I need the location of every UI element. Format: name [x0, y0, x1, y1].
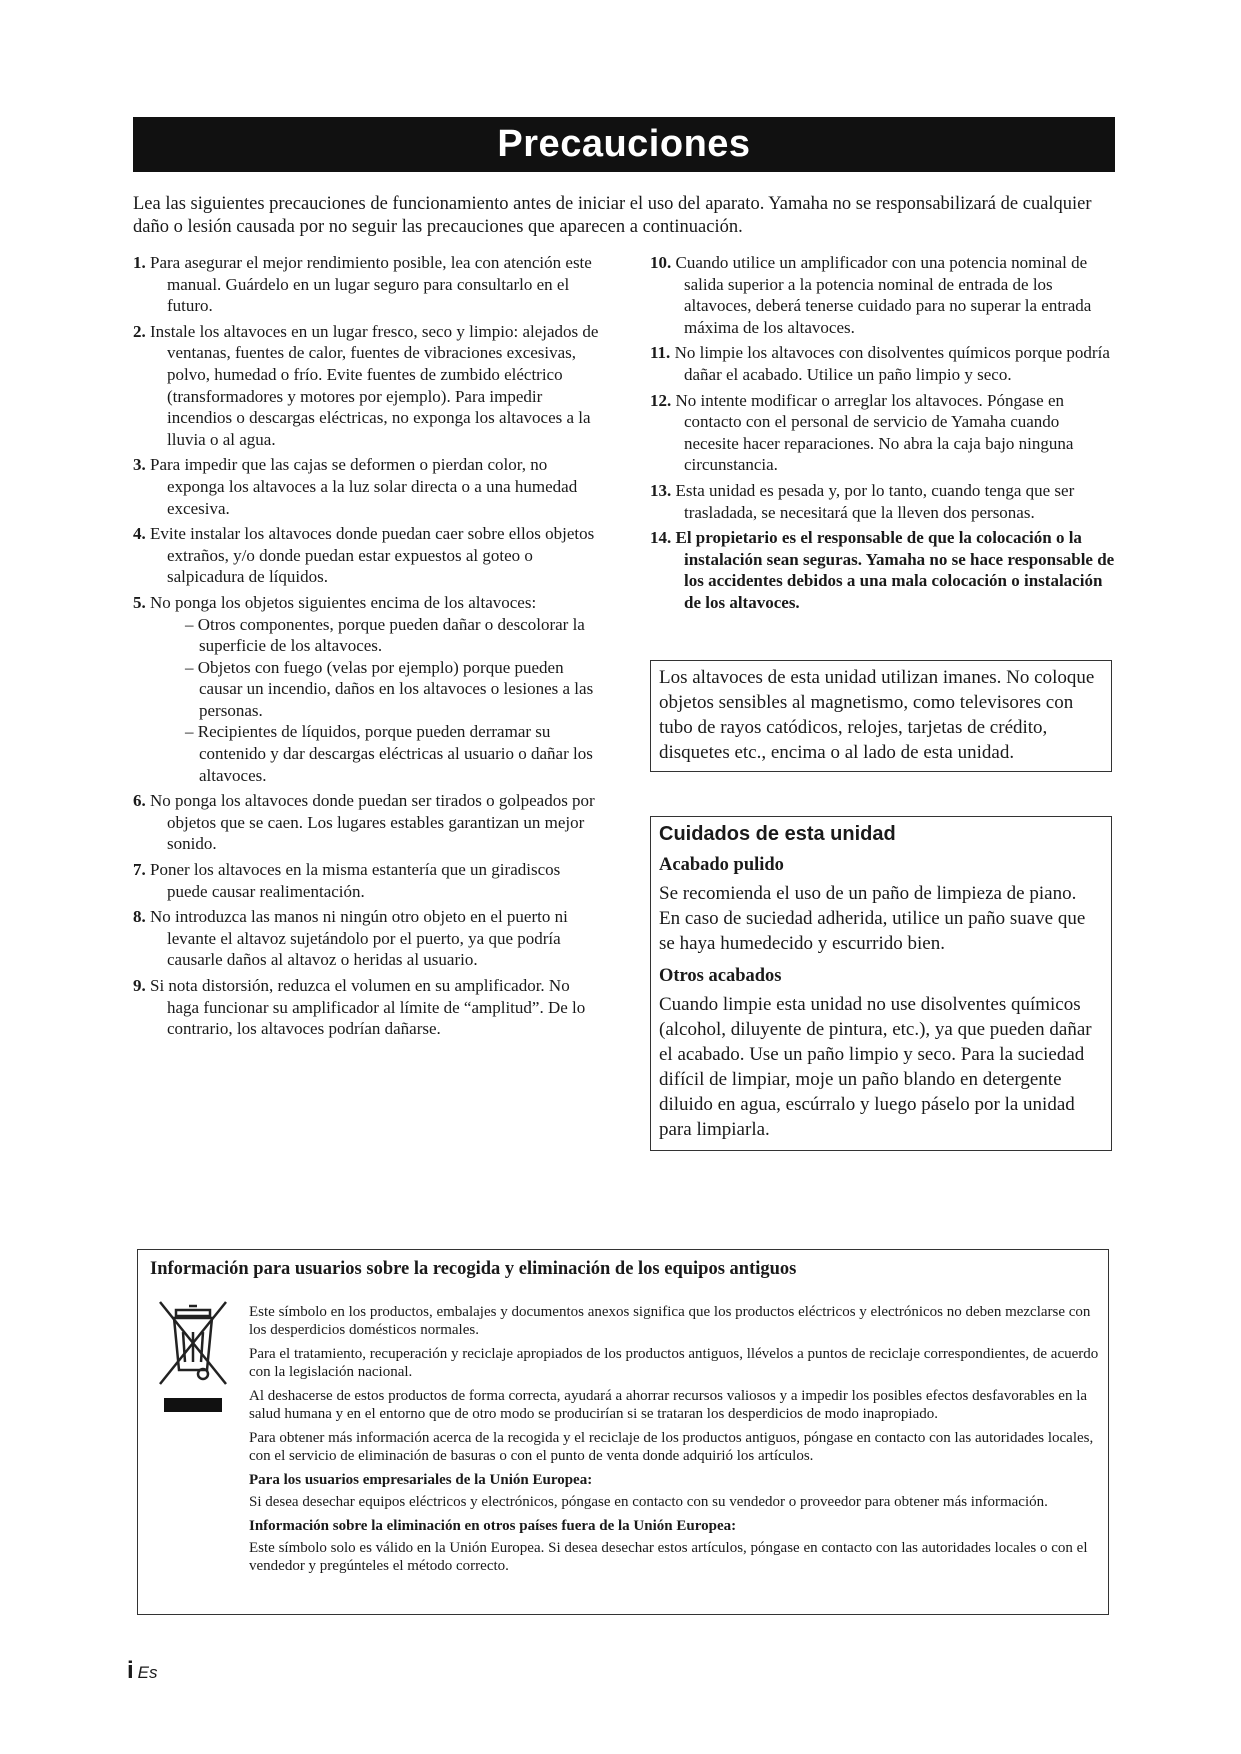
precaution-text: El propietario es el responsable de que la colocación o la instalación sean seguras. Yamaha no se hace responsable de los accidentes debidos a una mala colocación o instalación de los altavoces.: [675, 528, 1115, 612]
precaution-number: 3.: [133, 455, 146, 475]
precautions-list-left: [133, 252, 603, 1040]
crossed-out-wheelie-bin-icon: [156, 1298, 230, 1422]
weee-outside-title: Información sobre la eliminación en otros países fuera de la Unión Europea:: [249, 1518, 737, 1534]
precaution-text: Evite instalar los altavoces donde puedan caer sobre ellos objetos extraños, y/o donde puedan estar expuestos al goteo o salpicadura de líquidos.: [150, 524, 595, 587]
precaution-subitem: – Otros componentes, porque pueden dañar o descolorar la superficie de los altavoces.: [185, 614, 585, 656]
precaution-text: Instale los altavoces en un lugar fresco, seco y limpio: alejados de ventanas, fuentes de calor, fuentes de vibraciones excesivas, polvo, humedad o frío. Evite fuentes de zumbido eléctrico (transformadores y motores por ejemplo). Para impedir incendios o descargas eléctricas, no exponga los altavoces a la lluvia o al agua.: [150, 321, 599, 449]
title-bar: [133, 117, 1115, 172]
precaution-text: Para impedir que las cajas se deformen o pierdan color, no exponga los altavoces a la luz solar directa o a una humedad excesiva.: [150, 455, 578, 518]
precaution-number: 10.: [650, 253, 672, 272]
precaution-subitem: – Objetos con fuego (velas por ejemplo) porque pueden causar un incendio, daños en los altavoces o lesiones a las personas.: [185, 657, 594, 720]
precaution-item: [133, 454, 603, 519]
precaution-text: No limpie los altavoces con disolventes químicos porque podría dañar el acabado. Utilice un paño limpio y seco.: [674, 343, 1110, 384]
precaution-text: No ponga los objetos siguientes encima de los altavoces:: [150, 592, 537, 612]
precaution-item: [650, 342, 1118, 385]
precaution-number: 8.: [133, 907, 146, 927]
precaution-number: 11.: [650, 343, 671, 363]
precaution-number: 1.: [133, 253, 146, 272]
precaution-item: [650, 252, 1118, 338]
precaution-item: [133, 790, 603, 855]
precaution-text: Poner los altavoces en la misma estantería que un giradiscos puede causar realimentación.: [150, 860, 561, 901]
weee-paragraph-3: Al deshacerse de estos productos de forma correcta, ayudará a ahorrar recursos valiosos y a impedir los posibles efectos desfavorables en la salud humana y en el entorno que de otro modo se producirían si se trataran los desperdicios de modo inapropiado.: [249, 1388, 1088, 1422]
precaution-item: [133, 321, 603, 451]
weee-info-box: [137, 1249, 1109, 1615]
precaution-item: [650, 527, 1118, 613]
precaution-item: [650, 480, 1118, 523]
precaution-text: No ponga los altavoces donde puedan ser tirados o golpeados por objetos que se caen. Los lugares estables garantizan un mejor sonido.: [150, 791, 595, 854]
precaution-text: Para asegurar el mejor rendimiento posible, lea con atención este manual. Guárdelo en un lugar seguro para consultarlo en el futuro.: [150, 253, 592, 316]
precaution-item: [133, 592, 603, 786]
magnet-notice-text: Los altavoces de esta unidad utilizan imanes. No coloque objetos sensibles al magnetismo, como televisores con tubo de rayos catódicos, relojes, tarjetas de crédito, disquetes etc., encima o al lado de esta unidad.: [659, 667, 1095, 763]
other-finish-text: Cuando limpie esta unidad no use disolventes químicos (alcohol, diluyente de pintura, etc.), ya que pueden dañar el acabado. Use un paño limpio y seco. Para la suciedad difícil de limpiar, moje un paño blando en detergente diluido en agua, escúrralo y luego páselo por la unidad para limpiarla.: [659, 994, 1092, 1140]
precaution-sublist: [167, 614, 603, 787]
precaution-number: 5.: [133, 592, 146, 612]
other-finish-title: Otros acabados: [659, 966, 782, 986]
precaution-item: [133, 252, 603, 317]
precaution-number: 6.: [133, 791, 146, 811]
precaution-text: Esta unidad es pesada y, por lo tanto, cuando tenga que ser trasladada, se necesitará que la lleven dos personas.: [675, 480, 1075, 522]
weee-outside-text: Este símbolo solo es válido en la Unión Europea. Si desea desechar estos artículos, póngase en contacto con las autoridades locales o con el vendedor y pregúnteles el método correcto.: [249, 1540, 1088, 1574]
weee-text-block: [249, 1303, 1099, 1581]
weee-business-text: Si desea desechar equipos eléctricos y electrónicos, póngase en contacto con su vendedor o proveedor para obtener más información.: [249, 1494, 1048, 1510]
intro-paragraph: Lea las siguientes precauciones de funcionamiento antes de iniciar el uso del aparato. Yamaha no se responsabilizará de cualquier daño o lesión causada por no seguir las precauciones que aparecen a continuación.: [133, 194, 1092, 237]
precaution-text: No introduzca las manos ni ningún otro objeto en el puerto ni levante el altavoz sujetándolo por el puerto, ya que podría causarle daños al altavoz o heridas al usuario.: [150, 907, 568, 970]
precaution-item: [133, 906, 603, 971]
precaution-text: Cuando utilice un amplificador con una potencia nominal de salida superior a la potencia nominal de entrada de los altavoces, deberá tenerse cuidado para no superar la entrada máxima de los altavoces.: [675, 253, 1092, 337]
precaution-number: 12.: [650, 390, 672, 410]
precaution-item: [133, 975, 603, 1040]
care-box: [650, 816, 1112, 1151]
precaution-text: Si nota distorsión, reduzca el volumen en su amplificador. No haga funcionar su amplificador al límite de “amplitud”. De lo contrario, los altavoces podrían dañarse.: [150, 976, 586, 1039]
precaution-number: 14.: [650, 528, 672, 548]
page-number-value: i: [127, 1657, 134, 1684]
precautions-left-column: [133, 252, 603, 1044]
page-language: Es: [137, 1663, 158, 1682]
page-title: Precauciones: [497, 123, 751, 165]
polished-finish-text: Se recomienda el uso de un paño de limpieza de piano. En caso de suciedad adherida, utilice un paño suave que se haya humedecido y escurrido bien.: [659, 883, 1086, 954]
weee-paragraph-1: Este símbolo en los productos, embalajes y documentos anexos significa que los productos eléctricos y electrónicos no deben mezclarse con los desperdicios domésticos normales.: [249, 1304, 1091, 1338]
precaution-item: [650, 390, 1118, 476]
precaution-number: 13.: [650, 480, 672, 500]
weee-paragraph-2: Para el tratamiento, recuperación y reciclaje apropiados de los productos antiguos, llévelos a puntos de reciclaje correspondientes, de acuerdo con la legislación nacional.: [249, 1346, 1099, 1380]
weee-paragraph-4: Para obtener más información acerca de la recogida y el reciclaje de los productos antiguos, póngase en contacto con las autoridades locales, con el servicio de eliminación de basuras o con el punto de venta donde adquirió los artículos.: [249, 1430, 1094, 1464]
polished-finish-title: Acabado pulido: [659, 855, 784, 875]
weee-title: Información para usuarios sobre la recogida y eliminación de los equipos antiguos: [150, 1259, 797, 1279]
precaution-number: 4.: [133, 524, 146, 544]
precautions-right-column: [650, 252, 1118, 618]
precaution-number: 9.: [133, 976, 146, 995]
precautions-list-right: [650, 252, 1118, 614]
precaution-subitem: – Recipientes de líquidos, porque pueden derramar su contenido y dar descargas eléctricas al usuario o dañar los altavoces.: [185, 722, 593, 785]
precaution-item: [133, 859, 603, 902]
precaution-number: 2.: [133, 321, 146, 341]
page-number: [127, 1657, 158, 1685]
precaution-text: No intente modificar o arreglar los altavoces. Póngase en contacto con el personal de servicio de Yamaha cuando necesite hacer reparaciones. No abra la caja bajo ninguna circunstancia.: [675, 390, 1074, 475]
precaution-number: 7.: [133, 860, 146, 880]
magnet-notice-box: [650, 660, 1112, 772]
weee-business-title: Para los usuarios empresariales de la Unión Europea:: [249, 1472, 593, 1488]
precaution-item: [133, 523, 603, 588]
care-title: Cuidados de esta unidad: [659, 823, 896, 845]
